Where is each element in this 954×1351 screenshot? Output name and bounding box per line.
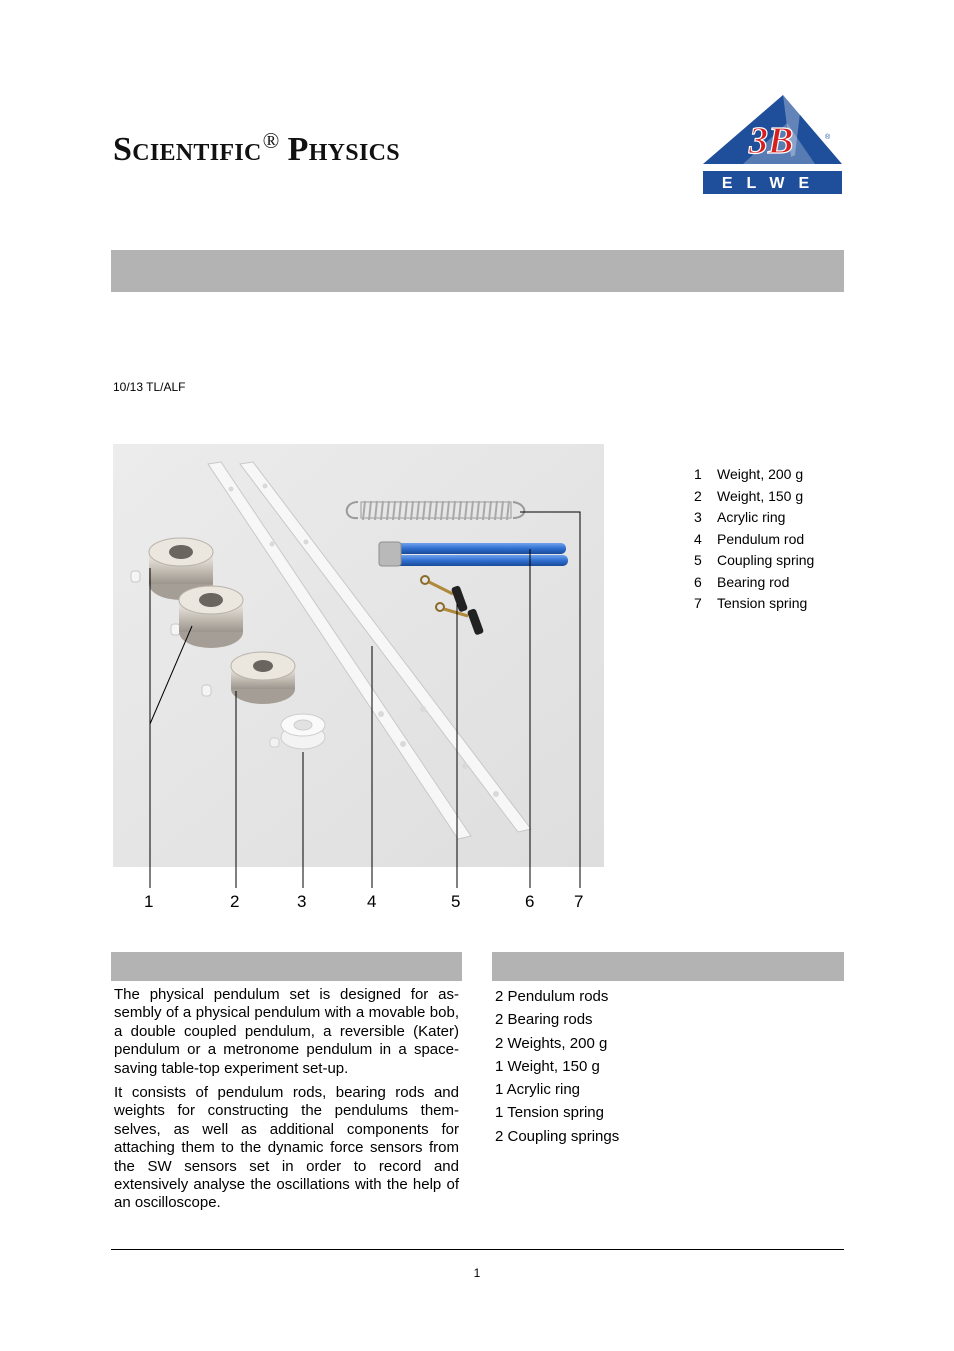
logo-name: ELWE bbox=[721, 175, 824, 192]
description-paragraph: The physical pendulum set is designed for as-sembly of a physical pendulum with a movable bob, a double coupled pendulum, a reversible (Kater) pendulum or a metronome pendulum in a space-saving table-top experiment set-up. bbox=[114, 986, 459, 1077]
callout-number: 1 bbox=[144, 892, 154, 911]
logo-mark-text: 3B bbox=[749, 120, 794, 162]
scope-item: 2 Pendulum rods bbox=[495, 988, 609, 1005]
legend-item bbox=[694, 529, 814, 551]
parts-legend bbox=[694, 464, 814, 615]
callout-number: 6 bbox=[525, 892, 535, 911]
legend-item bbox=[694, 486, 814, 508]
3b-elwe-logo bbox=[703, 95, 842, 194]
legend-number: 6 bbox=[694, 573, 702, 590]
legend-label: Weight, 200 g bbox=[717, 466, 804, 482]
legend-label: Weight, 150 g bbox=[717, 487, 804, 504]
description-text bbox=[114, 986, 459, 1219]
legend-label: Bearing rod bbox=[717, 573, 790, 590]
brand-right: Physics bbox=[287, 131, 400, 168]
legend-number: 3 bbox=[694, 509, 702, 525]
legend-number: 1 bbox=[694, 466, 702, 482]
scope-item: 2 Coupling springs bbox=[495, 1127, 620, 1145]
callout-number: 2 bbox=[230, 892, 240, 911]
callout-number: 7 bbox=[574, 892, 584, 911]
legend-item bbox=[694, 572, 814, 594]
scope-item: 1 Acrylic ring bbox=[495, 1081, 581, 1099]
legend-number: 4 bbox=[694, 530, 702, 547]
legend-item bbox=[694, 464, 814, 486]
title-bar bbox=[111, 250, 844, 292]
legend-label: Acrylic ring bbox=[717, 509, 786, 525]
scope-item: 2 Weights, 200 g bbox=[495, 1034, 608, 1052]
legend-label: Tension spring bbox=[717, 595, 808, 611]
bearing-rods bbox=[379, 542, 568, 566]
legend-label: Coupling spring bbox=[717, 552, 815, 568]
brand-left: Scientific bbox=[113, 131, 262, 168]
legend-number: 5 bbox=[694, 552, 702, 568]
scope-item: 1 Tension spring bbox=[495, 1104, 604, 1122]
logo-reg: ® bbox=[825, 134, 831, 141]
footer-rule bbox=[111, 1249, 844, 1250]
legend-item bbox=[694, 507, 814, 529]
brand-title bbox=[113, 128, 400, 169]
product-photo bbox=[113, 444, 604, 867]
description-section-bar bbox=[111, 952, 462, 981]
scope-item: 2 Bearing rods bbox=[495, 1011, 593, 1029]
legend-label: Pendulum rod bbox=[717, 530, 805, 547]
legend-item bbox=[694, 593, 814, 615]
scope-section-bar bbox=[492, 952, 844, 981]
description-paragraph: It consists of pendulum rods, bearing rods and weights for constructing the pendulums them-selves, as well as additional components for attaching them to the dynamic force sensors from the SW sensors set in order to record and extensively analyse the oscillations with the help of an oscilloscope. bbox=[114, 1084, 459, 1212]
scope-list bbox=[495, 985, 619, 1148]
legend-number: 2 bbox=[694, 487, 702, 504]
document-code: 10/13 TL/ALF bbox=[113, 380, 186, 394]
callout-number: 4 bbox=[367, 892, 377, 911]
scope-item: 1 Weight, 150 g bbox=[495, 1057, 600, 1075]
callout-number: 5 bbox=[451, 892, 461, 911]
callout-number: 3 bbox=[297, 892, 307, 911]
page-number: 1 bbox=[473, 1266, 481, 1280]
legend-number: 7 bbox=[694, 595, 702, 611]
legend-item bbox=[694, 550, 814, 572]
registered-mark: ® bbox=[262, 128, 280, 153]
